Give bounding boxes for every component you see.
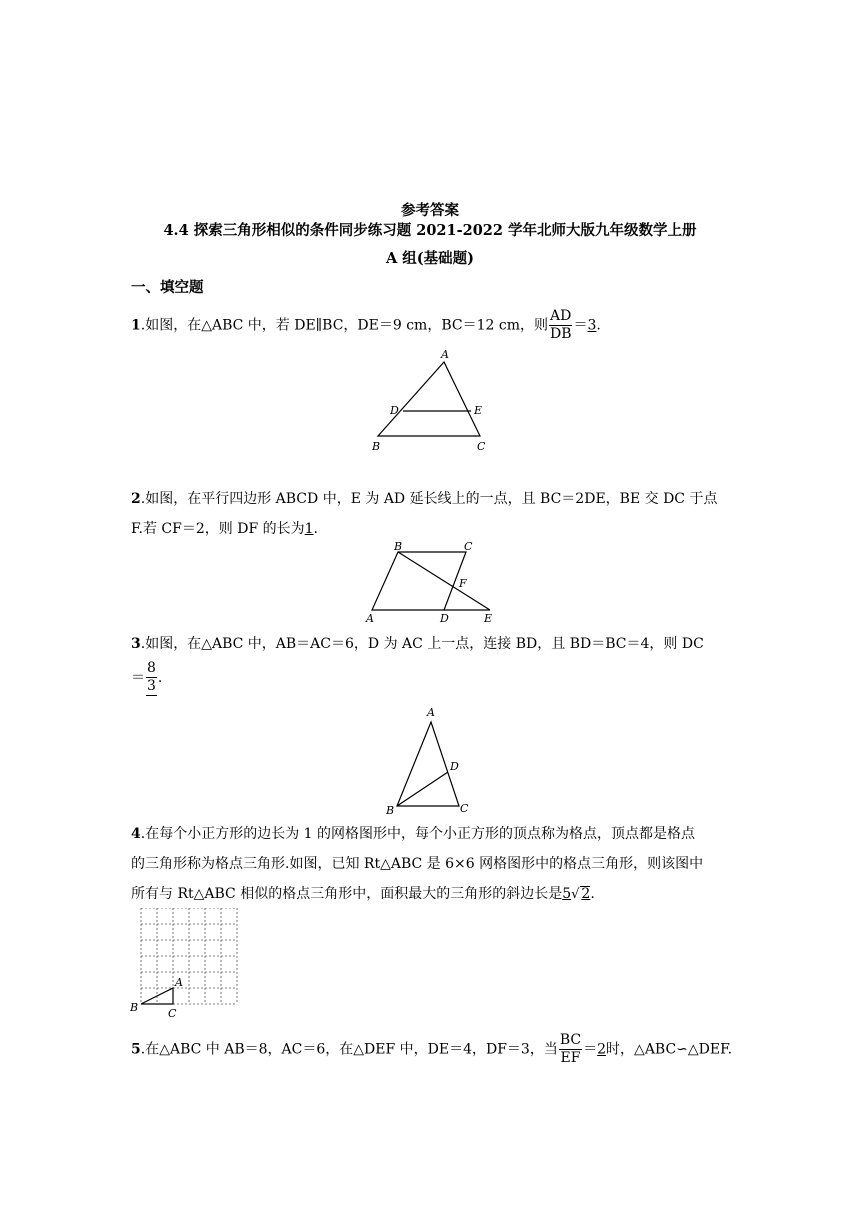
figure-q2-parallelogram <box>360 540 500 626</box>
period: . <box>313 521 318 537</box>
question-number: 4 <box>131 826 141 842</box>
answer: 3 <box>587 317 597 334</box>
label-A: A <box>175 976 183 989</box>
question-1 <box>131 308 731 343</box>
document-title: 4.4 探索三角形相似的条件同步练习题 2021-2022 学年北师大版九年级数学上册 <box>163 222 697 239</box>
fraction-numerator: 8 <box>147 660 156 676</box>
equals-sign: ＝ <box>583 1041 598 1058</box>
radical-sign: √ <box>571 887 580 902</box>
answer-radicand: 2 <box>581 886 591 902</box>
answer: 2 <box>597 1041 607 1058</box>
fraction-numerator: AD <box>550 308 572 324</box>
label-C: C <box>464 540 473 553</box>
question-text-cont: 所有与 Rt△ABC 相似的格点三角形中，面积最大的三角形的斜边长是 <box>131 886 563 902</box>
label-D: D <box>440 612 449 625</box>
label-C: C <box>168 1007 177 1020</box>
fraction <box>559 1032 582 1067</box>
label-C: C <box>460 802 469 815</box>
group-heading: A 组(基础题) <box>385 250 475 267</box>
question-text: .如图，在△ABC 中，若 DE∥BC，DE＝9 cm，BC＝12 cm，则 <box>140 317 548 334</box>
question-4 <box>131 819 731 910</box>
label-E: E <box>484 612 493 625</box>
answer-fraction <box>146 660 157 696</box>
answer: 1 <box>304 521 314 537</box>
equals-sign: ＝ <box>131 670 145 686</box>
answer-coefficient: 5 <box>562 886 572 902</box>
label-D: D <box>450 760 459 773</box>
question-number: 3 <box>131 636 141 652</box>
question-number: 1 <box>131 317 141 334</box>
answer-key-heading: 参考答案 <box>401 202 459 219</box>
question-5 <box>131 1032 741 1067</box>
label-B: B <box>372 440 381 453</box>
question-2 <box>131 484 731 544</box>
question-number: 2 <box>131 491 141 507</box>
figure-q4-grid <box>128 908 240 1020</box>
section-title: 一、填空题 <box>131 279 204 296</box>
question-text-cont: F.若 CF＝2，则 DF 的长为 <box>131 521 305 537</box>
label-A: A <box>427 706 435 719</box>
label-A: A <box>441 348 449 361</box>
fraction-numerator: BC <box>559 1032 582 1048</box>
question-text: .如图，在△ABC 中，AB＝AC＝6，D 为 AC 上一点，连接 BD，且 BD＝BC＝4，则 DC <box>140 636 704 652</box>
question-number: 5 <box>131 1041 141 1058</box>
fraction-denominator: DB <box>549 326 572 342</box>
label-B: B <box>386 804 395 816</box>
question-text: .在每个小正方形的边长为 1 的网格图形中，每个小正方形的顶点称为格点，顶点都是格点 <box>140 826 696 842</box>
label-C: C <box>477 440 486 453</box>
label-F: F <box>459 577 467 590</box>
question-3 <box>131 629 731 659</box>
question-text-cont: 时，△ABC∽△DEF. <box>606 1041 733 1058</box>
figure-q1-triangle <box>368 348 498 456</box>
fraction-denominator: 3 <box>147 678 156 694</box>
fraction <box>549 308 573 343</box>
fraction-denominator: EF <box>560 1050 581 1066</box>
figure-q3-triangle <box>380 704 480 816</box>
label-B: B <box>394 540 403 553</box>
question-text-cont: 的三角形称为格点三角形.如图，已知 Rt△ABC 是 6×6 网格图形中的格点三角形，则该图中 <box>131 856 704 872</box>
equals-sign: ＝ <box>573 317 588 334</box>
period: . <box>596 317 601 334</box>
question-text: .在△ABC 中 AB＝8，AC＝6，在△DEF 中，DE＝4，DF＝3，当 <box>140 1041 558 1058</box>
question-text: .如图，在平行四边形 ABCD 中，E 为 AD 延长线上的一点，且 BC＝2DE，BE 交 DC 于点 <box>140 491 718 507</box>
label-B: B <box>130 1001 139 1014</box>
question-3-answer-line <box>131 660 162 696</box>
label-D: D <box>390 404 399 417</box>
label-E: E <box>474 404 483 417</box>
period: . <box>157 670 163 686</box>
label-A: A <box>366 612 374 625</box>
period: . <box>590 886 595 902</box>
